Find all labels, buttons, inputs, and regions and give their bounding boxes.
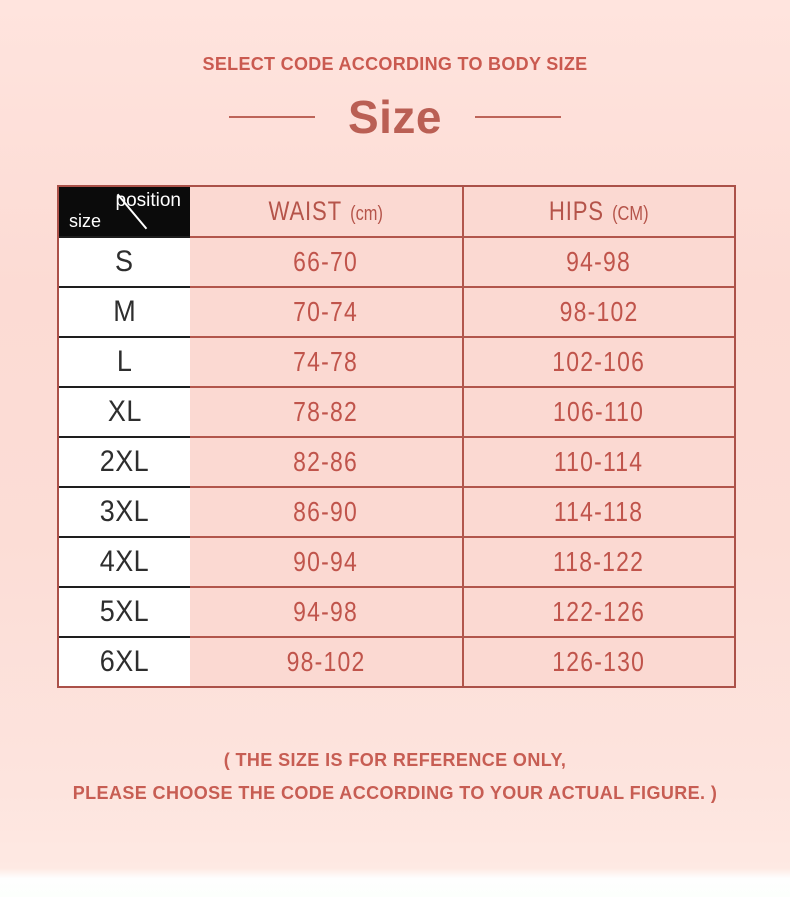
hips-value-cell: 118-122 xyxy=(462,536,734,586)
hips-value-cell: 102-106 xyxy=(462,336,734,386)
title-divider-left xyxy=(229,116,315,118)
size-label-cell: M xyxy=(59,286,190,336)
hips-header-label: HIPS xyxy=(549,196,605,226)
hips-value-cell: 122-126 xyxy=(462,586,734,636)
waist-value-cell: 98-102 xyxy=(190,636,462,686)
size-axis-label: size xyxy=(69,211,102,231)
hips-value-cell: 98-102 xyxy=(462,286,734,336)
size-label-cell: 6XL xyxy=(59,636,190,686)
waist-unit-label: (cm) xyxy=(350,203,384,225)
page-subtitle: SELECT CODE ACCORDING TO BODY SIZE xyxy=(202,54,588,74)
footer-note-line1: ( THE SIZE IS FOR REFERENCE ONLY, xyxy=(223,750,567,770)
hips-value-cell: 106-110 xyxy=(462,386,734,436)
waist-value-cell: 86-90 xyxy=(190,486,462,536)
size-label-cell: 5XL xyxy=(59,586,190,636)
size-label-cell: 4XL xyxy=(59,536,190,586)
page-title: Size xyxy=(347,91,443,143)
footer-note-line2: PLEASE CHOOSE THE CODE ACCORDING TO YOUR ACTUAL FIGURE. ) xyxy=(72,783,718,803)
waist-header-cell xyxy=(190,187,462,236)
waist-value-cell: 70-74 xyxy=(190,286,462,336)
waist-value-cell: 94-98 xyxy=(190,586,462,636)
hips-header-cell xyxy=(462,187,734,236)
footer-note xyxy=(0,744,790,810)
corner-cell xyxy=(59,187,190,236)
title-divider-right xyxy=(475,116,561,118)
waist-value-cell: 78-82 xyxy=(190,386,462,436)
position-axis-label: position xyxy=(115,190,181,211)
hips-value-cell: 94-98 xyxy=(462,236,734,286)
waist-value-cell: 74-78 xyxy=(190,336,462,386)
waist-header-label: WAIST xyxy=(268,196,343,226)
size-table xyxy=(57,185,736,688)
size-label-cell: 2XL xyxy=(59,436,190,486)
size-label-cell: L xyxy=(59,336,190,386)
hips-value-cell: 126-130 xyxy=(462,636,734,686)
hips-unit-label: (CM) xyxy=(612,203,649,225)
waist-value-cell: 66-70 xyxy=(190,236,462,286)
title-row xyxy=(0,90,790,144)
size-label-cell: 3XL xyxy=(59,486,190,536)
size-label-cell: S xyxy=(59,236,190,286)
waist-value-cell: 90-94 xyxy=(190,536,462,586)
hips-value-cell: 114-118 xyxy=(462,486,734,536)
hips-value-cell: 110-114 xyxy=(462,436,734,486)
size-label-cell: XL xyxy=(59,386,190,436)
waist-value-cell: 82-86 xyxy=(190,436,462,486)
